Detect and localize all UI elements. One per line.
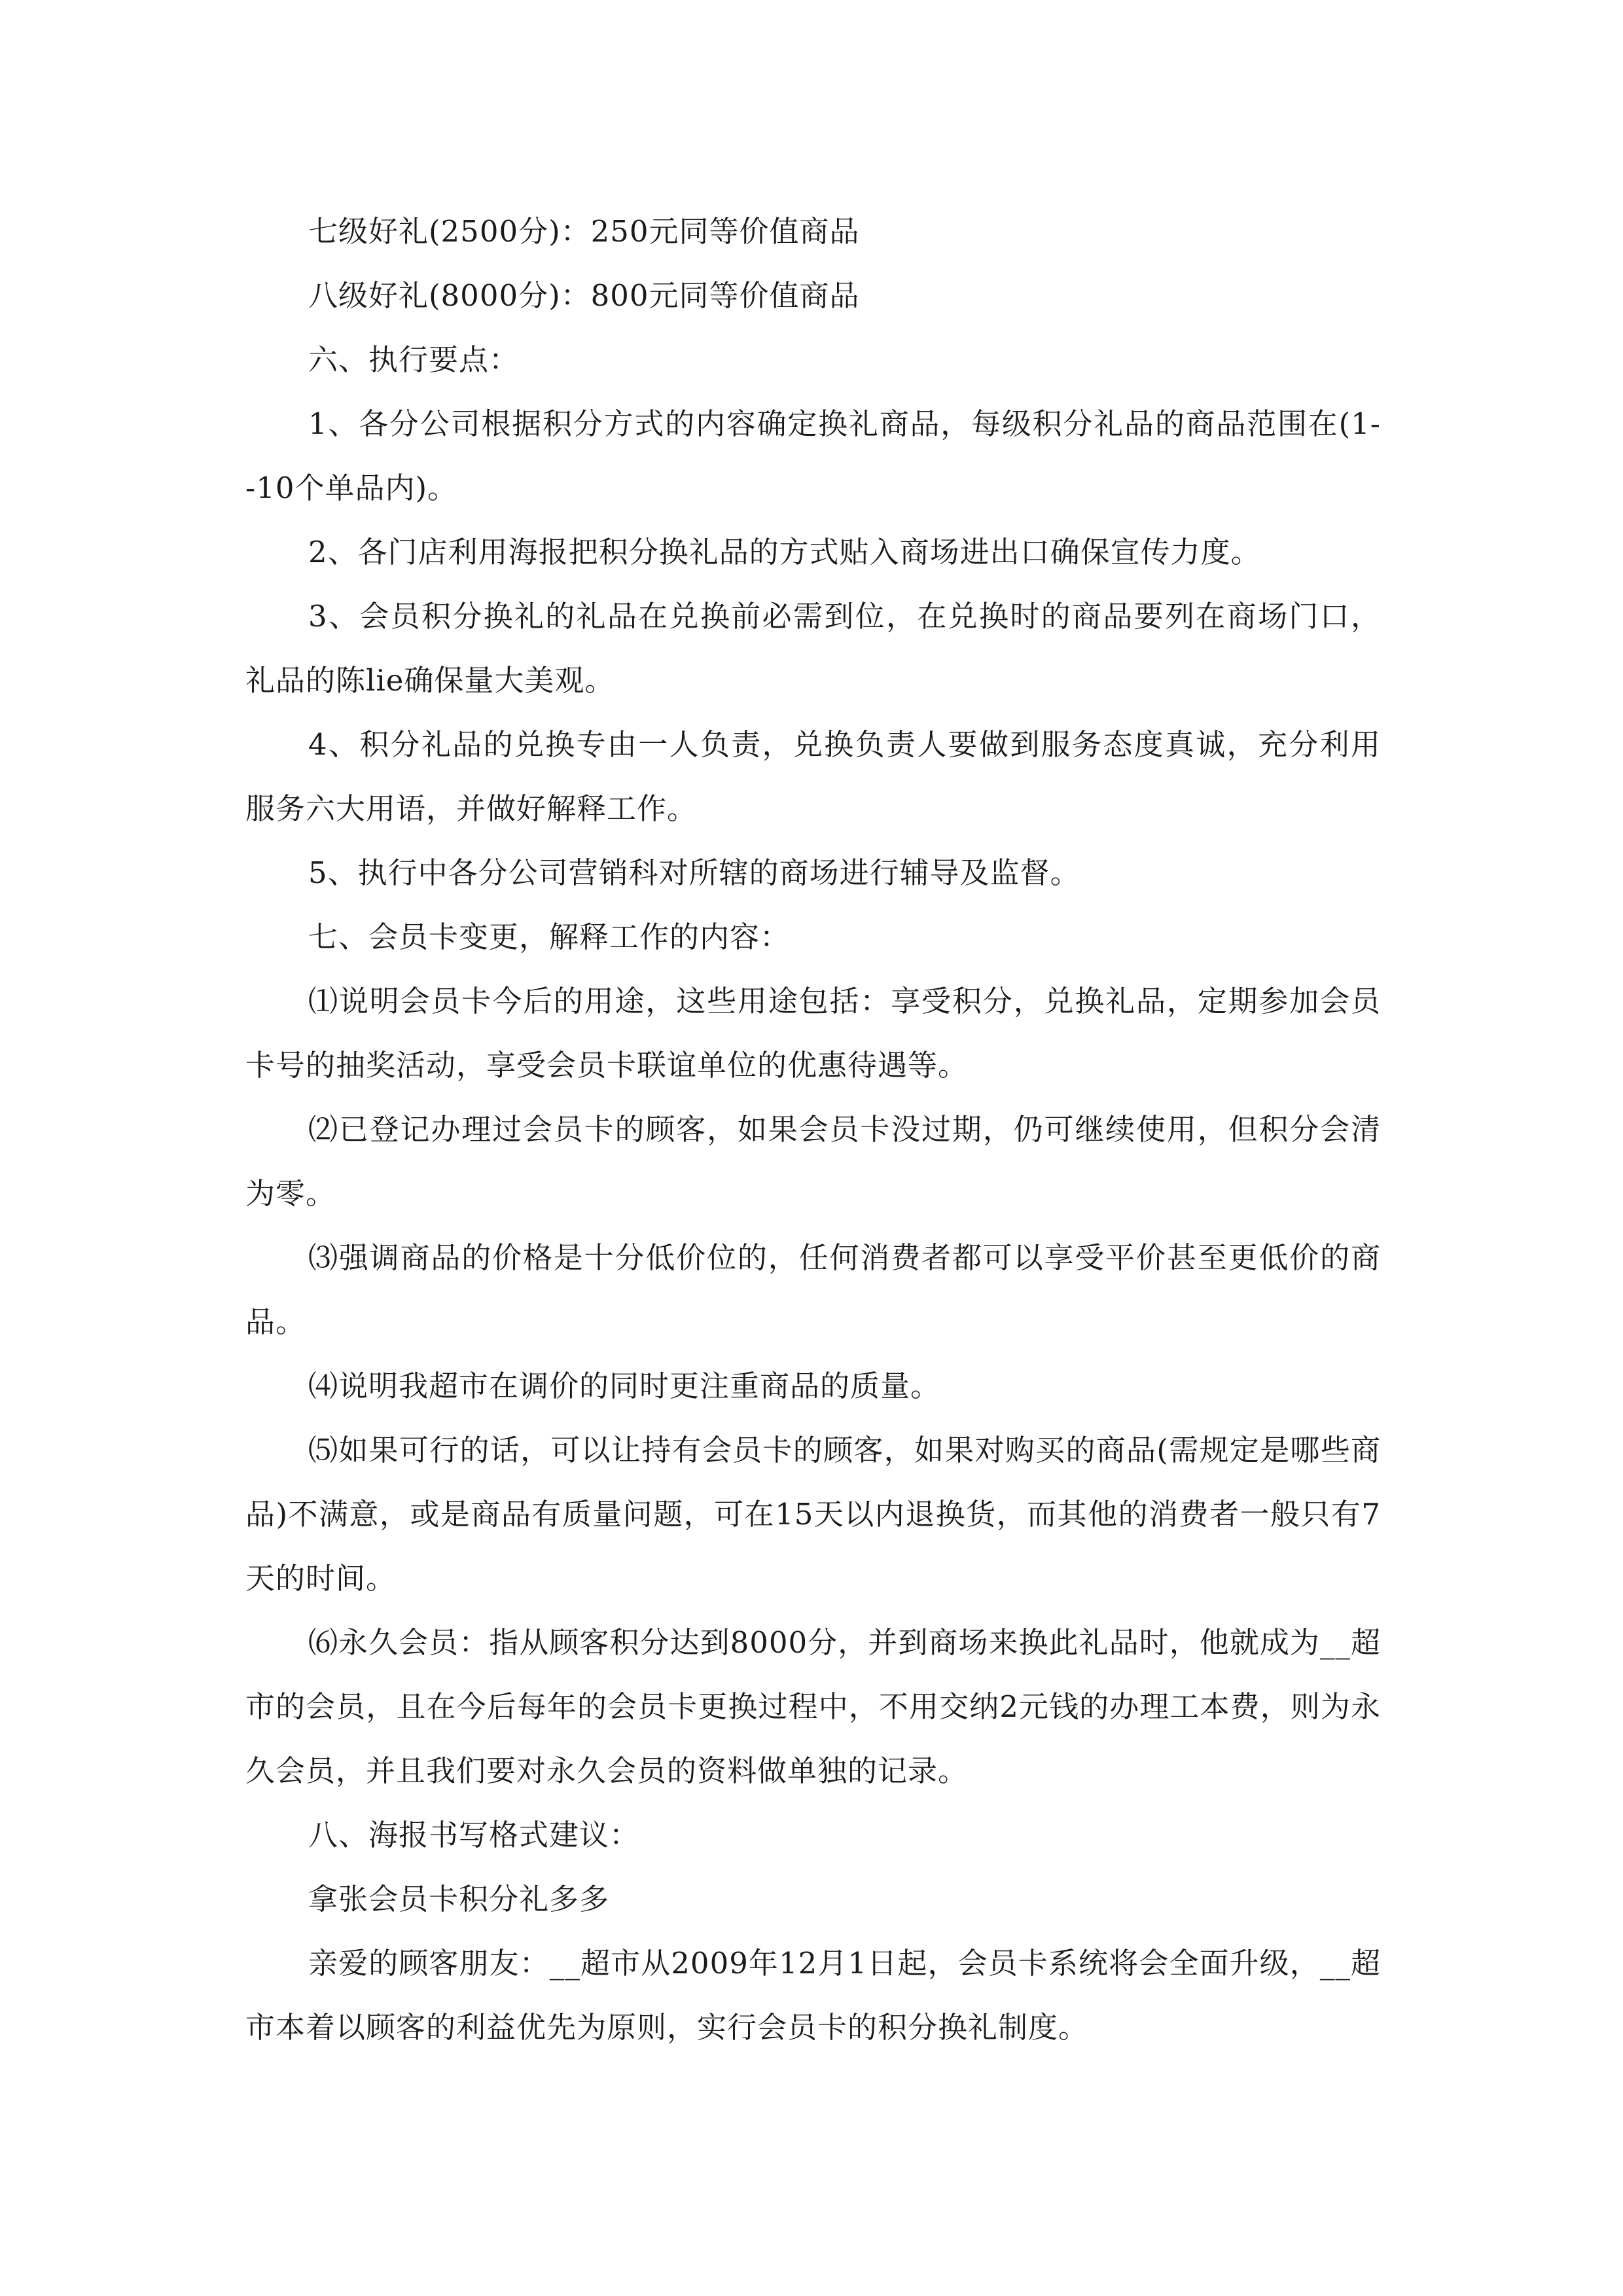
paragraph-point-2: 2、各门店利用海报把积分换礼品的方式贴入商场进出口确保宣传力度。 [308, 535, 1261, 569]
paragraph-point-5: 5、执行中各分公司营销科对所辖的商场进行辅导及监督。 [308, 855, 1080, 890]
paragraph-point-4: 4、积分礼品的兑换专由一人负责，兑换负责人要做到服务态度真诚，充分利用服务六大用语，并做好解释工作。 [245, 727, 1381, 826]
paragraph-item-2: ⑵已登记办理过会员卡的顾客，如果会员卡没过期，仍可继续使用，但积分会清为零。 [245, 1112, 1381, 1211]
paragraph-gift-level-7: 七级好礼(2500分)：250元同等价值商品 [308, 214, 860, 249]
poster-body: 亲爱的顾客朋友：__超市从2009年12月1日起，会员卡系统将会全面升级，__超市本着以顾客的利益优先为原则，实行会员卡的积分换礼制度。 [245, 1946, 1381, 2045]
section-heading-card-change: 七、会员卡变更，解释工作的内容： [308, 920, 791, 954]
paragraph-point-1: 1、各分公司根据积分方式的内容确定换礼商品，每级积分礼品的商品范围在(1--10个单品内)。 [245, 406, 1381, 505]
paragraph-gift-level-8: 八级好礼(8000分)：800元同等价值商品 [308, 278, 860, 313]
paragraph-item-6: ⑹永久会员：指从顾客积分达到8000分，并到商场来换此礼品时，他就成为__超市的会员，且在今后每年的会员卡更换过程中，不用交纳2元钱的办理工本费，则为永久会员，并且我们要对永久会员的资料做单独的记录。 [245, 1625, 1381, 1788]
paragraph-item-4: ⑷说明我超市在调价的同时更注重商品的质量。 [308, 1369, 941, 1403]
paragraph-item-1: ⑴说明会员卡今后的用途，这些用途包括：享受积分，兑换礼品，定期参加会员卡号的抽奖活动，享受会员卡联谊单位的优惠待遇等。 [245, 984, 1381, 1083]
paragraph-item-3: ⑶强调商品的价格是十分低价位的，任何消费者都可以享受平价甚至更低价的商品。 [245, 1240, 1381, 1339]
paragraph-point-3: 3、会员积分换礼的礼品在兑换前必需到位，在兑换时的商品要列在商场门口，礼品的陈lie确保量大美观。 [245, 599, 1381, 698]
poster-title: 拿张会员卡积分礼多多 [308, 1882, 610, 1916]
section-heading-poster-format: 八、海报书写格式建议： [308, 1818, 640, 1852]
section-heading-execution-points: 六、执行要点： [308, 342, 520, 377]
document-body [245, 200, 1381, 2060]
paragraph-item-5: ⑸如果可行的话，可以让持有会员卡的顾客，如果对购买的商品(需规定是哪些商品)不满意，或是商品有质量问题，可在15天以内退换货，而其他的消费者一般只有7天的时间。 [245, 1433, 1381, 1596]
